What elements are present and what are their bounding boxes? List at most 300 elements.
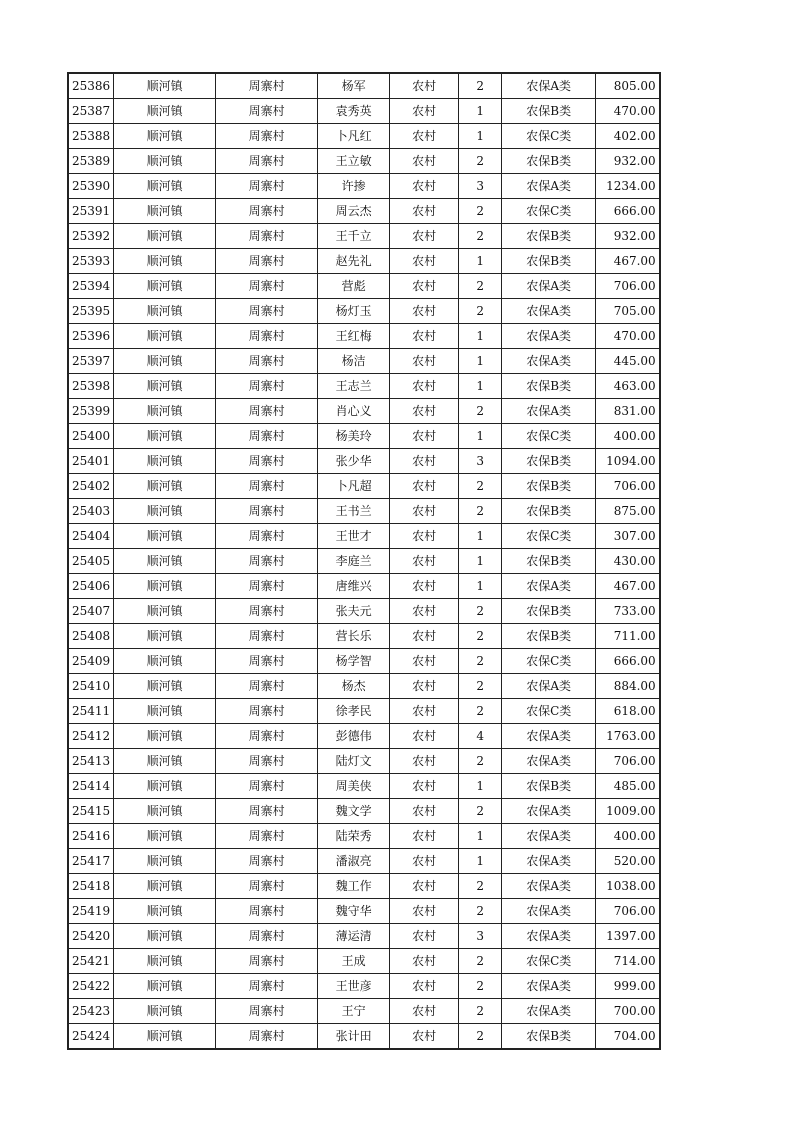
insurance-category-cell: 农保A类 <box>502 274 596 299</box>
table-row <box>68 324 660 349</box>
insurance-category-cell: 农保B类 <box>502 624 596 649</box>
town-cell: 顺河镇 <box>114 874 216 899</box>
name-cell: 杨军 <box>318 73 390 99</box>
name-cell: 周云杰 <box>318 199 390 224</box>
town-cell: 顺河镇 <box>114 324 216 349</box>
name-cell: 袁秀英 <box>318 99 390 124</box>
village-cell: 周寨村 <box>216 249 318 274</box>
insurance-category-cell: 农保B类 <box>502 599 596 624</box>
household-type-cell: 农村 <box>390 73 459 99</box>
record-id-cell: 25415 <box>68 799 114 824</box>
table-row <box>68 1024 660 1050</box>
village-cell: 周寨村 <box>216 774 318 799</box>
record-id-cell: 25396 <box>68 324 114 349</box>
member-count-cell: 2 <box>459 474 502 499</box>
amount-cell: 1094.00 <box>596 449 660 474</box>
household-type-cell: 农村 <box>390 599 459 624</box>
name-cell: 杨杰 <box>318 674 390 699</box>
household-type-cell: 农村 <box>390 199 459 224</box>
village-cell: 周寨村 <box>216 349 318 374</box>
record-id-cell: 25419 <box>68 899 114 924</box>
member-count-cell: 1 <box>459 99 502 124</box>
town-cell: 顺河镇 <box>114 174 216 199</box>
village-cell: 周寨村 <box>216 924 318 949</box>
name-cell: 魏文学 <box>318 799 390 824</box>
household-type-cell: 农村 <box>390 224 459 249</box>
town-cell: 顺河镇 <box>114 899 216 924</box>
record-id-cell: 25394 <box>68 274 114 299</box>
insurance-category-cell: 农保B类 <box>502 549 596 574</box>
household-type-cell: 农村 <box>390 99 459 124</box>
record-id-cell: 25403 <box>68 499 114 524</box>
village-cell: 周寨村 <box>216 549 318 574</box>
amount-cell: 400.00 <box>596 424 660 449</box>
table-row <box>68 549 660 574</box>
village-cell: 周寨村 <box>216 1024 318 1050</box>
village-cell: 周寨村 <box>216 674 318 699</box>
town-cell: 顺河镇 <box>114 149 216 174</box>
name-cell: 魏守华 <box>318 899 390 924</box>
record-id-cell: 25390 <box>68 174 114 199</box>
table-row <box>68 524 660 549</box>
member-count-cell: 3 <box>459 924 502 949</box>
household-type-cell: 农村 <box>390 999 459 1024</box>
name-cell: 肖心义 <box>318 399 390 424</box>
household-type-cell: 农村 <box>390 549 459 574</box>
record-id-cell: 25422 <box>68 974 114 999</box>
table-row <box>68 199 660 224</box>
insurance-category-cell: 农保A类 <box>502 824 596 849</box>
village-cell: 周寨村 <box>216 299 318 324</box>
table-row <box>68 349 660 374</box>
household-type-cell: 农村 <box>390 274 459 299</box>
household-type-cell: 农村 <box>390 249 459 274</box>
amount-cell: 430.00 <box>596 549 660 574</box>
member-count-cell: 2 <box>459 874 502 899</box>
record-id-cell: 25408 <box>68 624 114 649</box>
household-type-cell: 农村 <box>390 149 459 174</box>
insurance-category-cell: 农保C类 <box>502 649 596 674</box>
name-cell: 杨灯玉 <box>318 299 390 324</box>
town-cell: 顺河镇 <box>114 974 216 999</box>
member-count-cell: 2 <box>459 999 502 1024</box>
member-count-cell: 2 <box>459 974 502 999</box>
insurance-category-cell: 农保B类 <box>502 249 596 274</box>
name-cell: 彭德伟 <box>318 724 390 749</box>
member-count-cell: 2 <box>459 624 502 649</box>
table-row <box>68 374 660 399</box>
name-cell: 潘淑亮 <box>318 849 390 874</box>
amount-cell: 1009.00 <box>596 799 660 824</box>
member-count-cell: 2 <box>459 73 502 99</box>
town-cell: 顺河镇 <box>114 724 216 749</box>
table-body <box>68 73 660 1049</box>
amount-cell: 402.00 <box>596 124 660 149</box>
name-cell: 王志兰 <box>318 374 390 399</box>
amount-cell: 485.00 <box>596 774 660 799</box>
amount-cell: 704.00 <box>596 1024 660 1050</box>
member-count-cell: 4 <box>459 724 502 749</box>
insurance-category-cell: 农保B类 <box>502 774 596 799</box>
village-cell: 周寨村 <box>216 999 318 1024</box>
member-count-cell: 2 <box>459 499 502 524</box>
village-cell: 周寨村 <box>216 524 318 549</box>
village-cell: 周寨村 <box>216 824 318 849</box>
town-cell: 顺河镇 <box>114 374 216 399</box>
village-cell: 周寨村 <box>216 849 318 874</box>
town-cell: 顺河镇 <box>114 124 216 149</box>
record-id-cell: 25395 <box>68 299 114 324</box>
household-type-cell: 农村 <box>390 649 459 674</box>
member-count-cell: 1 <box>459 424 502 449</box>
household-type-cell: 农村 <box>390 374 459 399</box>
village-cell: 周寨村 <box>216 899 318 924</box>
member-count-cell: 2 <box>459 749 502 774</box>
member-count-cell: 2 <box>459 224 502 249</box>
record-id-cell: 25398 <box>68 374 114 399</box>
amount-cell: 706.00 <box>596 474 660 499</box>
amount-cell: 445.00 <box>596 349 660 374</box>
name-cell: 杨学智 <box>318 649 390 674</box>
table-row <box>68 649 660 674</box>
record-id-cell: 25412 <box>68 724 114 749</box>
insurance-category-cell: 农保B类 <box>502 474 596 499</box>
household-type-cell: 农村 <box>390 174 459 199</box>
record-id-cell: 25399 <box>68 399 114 424</box>
town-cell: 顺河镇 <box>114 799 216 824</box>
amount-cell: 706.00 <box>596 899 660 924</box>
town-cell: 顺河镇 <box>114 999 216 1024</box>
member-count-cell: 3 <box>459 174 502 199</box>
record-id-cell: 25388 <box>68 124 114 149</box>
insurance-category-cell: 农保B类 <box>502 99 596 124</box>
member-count-cell: 2 <box>459 149 502 174</box>
name-cell: 张计田 <box>318 1024 390 1050</box>
town-cell: 顺河镇 <box>114 274 216 299</box>
table-row <box>68 299 660 324</box>
town-cell: 顺河镇 <box>114 299 216 324</box>
member-count-cell: 1 <box>459 374 502 399</box>
town-cell: 顺河镇 <box>114 399 216 424</box>
amount-cell: 932.00 <box>596 149 660 174</box>
name-cell: 营长乐 <box>318 624 390 649</box>
record-id-cell: 25402 <box>68 474 114 499</box>
member-count-cell: 1 <box>459 574 502 599</box>
insurance-category-cell: 农保B类 <box>502 374 596 399</box>
household-type-cell: 农村 <box>390 799 459 824</box>
table-row <box>68 849 660 874</box>
amount-cell: 711.00 <box>596 624 660 649</box>
insurance-category-cell: 农保A类 <box>502 399 596 424</box>
table-row <box>68 924 660 949</box>
name-cell: 徐孝民 <box>318 699 390 724</box>
member-count-cell: 3 <box>459 449 502 474</box>
town-cell: 顺河镇 <box>114 524 216 549</box>
insurance-category-cell: 农保A类 <box>502 899 596 924</box>
town-cell: 顺河镇 <box>114 649 216 674</box>
insurance-category-cell: 农保A类 <box>502 799 596 824</box>
insurance-category-cell: 农保B类 <box>502 449 596 474</box>
name-cell: 王书兰 <box>318 499 390 524</box>
household-type-cell: 农村 <box>390 499 459 524</box>
table-row <box>68 599 660 624</box>
amount-cell: 700.00 <box>596 999 660 1024</box>
records-table <box>67 72 661 1050</box>
village-cell: 周寨村 <box>216 374 318 399</box>
household-type-cell: 农村 <box>390 924 459 949</box>
insurance-category-cell: 农保A类 <box>502 324 596 349</box>
member-count-cell: 2 <box>459 699 502 724</box>
record-id-cell: 25397 <box>68 349 114 374</box>
village-cell: 周寨村 <box>216 949 318 974</box>
insurance-category-cell: 农保A类 <box>502 999 596 1024</box>
amount-cell: 705.00 <box>596 299 660 324</box>
amount-cell: 467.00 <box>596 249 660 274</box>
record-id-cell: 25405 <box>68 549 114 574</box>
household-type-cell: 农村 <box>390 574 459 599</box>
village-cell: 周寨村 <box>216 874 318 899</box>
town-cell: 顺河镇 <box>114 549 216 574</box>
member-count-cell: 1 <box>459 549 502 574</box>
town-cell: 顺河镇 <box>114 424 216 449</box>
name-cell: 王成 <box>318 949 390 974</box>
town-cell: 顺河镇 <box>114 73 216 99</box>
town-cell: 顺河镇 <box>114 474 216 499</box>
amount-cell: 307.00 <box>596 524 660 549</box>
member-count-cell: 2 <box>459 599 502 624</box>
member-count-cell: 2 <box>459 399 502 424</box>
insurance-category-cell: 农保A类 <box>502 174 596 199</box>
insurance-category-cell: 农保C类 <box>502 424 596 449</box>
amount-cell: 714.00 <box>596 949 660 974</box>
insurance-category-cell: 农保B类 <box>502 224 596 249</box>
record-id-cell: 25417 <box>68 849 114 874</box>
insurance-category-cell: 农保A类 <box>502 349 596 374</box>
insurance-category-cell: 农保A类 <box>502 974 596 999</box>
record-id-cell: 25410 <box>68 674 114 699</box>
town-cell: 顺河镇 <box>114 99 216 124</box>
village-cell: 周寨村 <box>216 73 318 99</box>
village-cell: 周寨村 <box>216 174 318 199</box>
village-cell: 周寨村 <box>216 224 318 249</box>
town-cell: 顺河镇 <box>114 574 216 599</box>
member-count-cell: 1 <box>459 124 502 149</box>
table-row <box>68 799 660 824</box>
household-type-cell: 农村 <box>390 324 459 349</box>
member-count-cell: 1 <box>459 524 502 549</box>
insurance-category-cell: 农保C类 <box>502 524 596 549</box>
village-cell: 周寨村 <box>216 724 318 749</box>
record-id-cell: 25424 <box>68 1024 114 1050</box>
record-id-cell: 25414 <box>68 774 114 799</box>
insurance-category-cell: 农保C类 <box>502 199 596 224</box>
amount-cell: 831.00 <box>596 399 660 424</box>
member-count-cell: 2 <box>459 299 502 324</box>
name-cell: 杨洁 <box>318 349 390 374</box>
household-type-cell: 农村 <box>390 674 459 699</box>
insurance-category-cell: 农保B类 <box>502 1024 596 1050</box>
household-type-cell: 农村 <box>390 399 459 424</box>
table-row <box>68 99 660 124</box>
name-cell: 唐维兴 <box>318 574 390 599</box>
insurance-category-cell: 农保A类 <box>502 724 596 749</box>
village-cell: 周寨村 <box>216 424 318 449</box>
town-cell: 顺河镇 <box>114 849 216 874</box>
village-cell: 周寨村 <box>216 399 318 424</box>
household-type-cell: 农村 <box>390 974 459 999</box>
household-type-cell: 农村 <box>390 724 459 749</box>
name-cell: 李庭兰 <box>318 549 390 574</box>
household-type-cell: 农村 <box>390 699 459 724</box>
name-cell: 王立敏 <box>318 149 390 174</box>
record-id-cell: 25404 <box>68 524 114 549</box>
household-type-cell: 农村 <box>390 624 459 649</box>
record-id-cell: 25401 <box>68 449 114 474</box>
table-row <box>68 224 660 249</box>
name-cell: 张夫元 <box>318 599 390 624</box>
member-count-cell: 2 <box>459 899 502 924</box>
amount-cell: 1397.00 <box>596 924 660 949</box>
record-id-cell: 25389 <box>68 149 114 174</box>
table-row <box>68 724 660 749</box>
household-type-cell: 农村 <box>390 349 459 374</box>
household-type-cell: 农村 <box>390 474 459 499</box>
member-count-cell: 1 <box>459 249 502 274</box>
village-cell: 周寨村 <box>216 699 318 724</box>
name-cell: 周美侠 <box>318 774 390 799</box>
name-cell: 王世才 <box>318 524 390 549</box>
table-row <box>68 274 660 299</box>
member-count-cell: 1 <box>459 849 502 874</box>
record-id-cell: 25406 <box>68 574 114 599</box>
amount-cell: 932.00 <box>596 224 660 249</box>
table-row <box>68 774 660 799</box>
table-row <box>68 574 660 599</box>
name-cell: 卜凡红 <box>318 124 390 149</box>
household-type-cell: 农村 <box>390 1024 459 1050</box>
table-row <box>68 899 660 924</box>
table-row <box>68 149 660 174</box>
amount-cell: 1234.00 <box>596 174 660 199</box>
insurance-category-cell: 农保A类 <box>502 73 596 99</box>
table-row <box>68 824 660 849</box>
amount-cell: 467.00 <box>596 574 660 599</box>
town-cell: 顺河镇 <box>114 499 216 524</box>
table-row <box>68 999 660 1024</box>
insurance-category-cell: 农保A类 <box>502 299 596 324</box>
amount-cell: 618.00 <box>596 699 660 724</box>
household-type-cell: 农村 <box>390 899 459 924</box>
town-cell: 顺河镇 <box>114 699 216 724</box>
table-row <box>68 974 660 999</box>
record-id-cell: 25418 <box>68 874 114 899</box>
household-type-cell: 农村 <box>390 449 459 474</box>
amount-cell: 875.00 <box>596 499 660 524</box>
amount-cell: 1038.00 <box>596 874 660 899</box>
insurance-category-cell: 农保A类 <box>502 749 596 774</box>
amount-cell: 805.00 <box>596 73 660 99</box>
member-count-cell: 2 <box>459 674 502 699</box>
amount-cell: 470.00 <box>596 324 660 349</box>
name-cell: 王世彦 <box>318 974 390 999</box>
table-row <box>68 499 660 524</box>
household-type-cell: 农村 <box>390 749 459 774</box>
table-row <box>68 174 660 199</box>
amount-cell: 884.00 <box>596 674 660 699</box>
table-row <box>68 249 660 274</box>
town-cell: 顺河镇 <box>114 624 216 649</box>
table-row <box>68 73 660 99</box>
household-type-cell: 农村 <box>390 124 459 149</box>
insurance-category-cell: 农保C类 <box>502 699 596 724</box>
table-row <box>68 749 660 774</box>
member-count-cell: 2 <box>459 199 502 224</box>
town-cell: 顺河镇 <box>114 924 216 949</box>
table-row <box>68 674 660 699</box>
name-cell: 张少华 <box>318 449 390 474</box>
insurance-category-cell: 农保C类 <box>502 124 596 149</box>
town-cell: 顺河镇 <box>114 824 216 849</box>
village-cell: 周寨村 <box>216 124 318 149</box>
amount-cell: 520.00 <box>596 849 660 874</box>
insurance-category-cell: 农保A类 <box>502 849 596 874</box>
table-row <box>68 449 660 474</box>
town-cell: 顺河镇 <box>114 949 216 974</box>
town-cell: 顺河镇 <box>114 674 216 699</box>
table-row <box>68 699 660 724</box>
record-id-cell: 25409 <box>68 649 114 674</box>
name-cell: 王宁 <box>318 999 390 1024</box>
village-cell: 周寨村 <box>216 324 318 349</box>
village-cell: 周寨村 <box>216 624 318 649</box>
household-type-cell: 农村 <box>390 424 459 449</box>
table-row <box>68 474 660 499</box>
insurance-category-cell: 农保C类 <box>502 949 596 974</box>
record-id-cell: 25392 <box>68 224 114 249</box>
table-row <box>68 624 660 649</box>
name-cell: 王红梅 <box>318 324 390 349</box>
household-type-cell: 农村 <box>390 949 459 974</box>
amount-cell: 706.00 <box>596 749 660 774</box>
record-id-cell: 25393 <box>68 249 114 274</box>
member-count-cell: 2 <box>459 949 502 974</box>
name-cell: 魏工作 <box>318 874 390 899</box>
insurance-category-cell: 农保A类 <box>502 874 596 899</box>
village-cell: 周寨村 <box>216 149 318 174</box>
member-count-cell: 1 <box>459 824 502 849</box>
member-count-cell: 1 <box>459 349 502 374</box>
household-type-cell: 农村 <box>390 774 459 799</box>
record-id-cell: 25420 <box>68 924 114 949</box>
insurance-category-cell: 农保A类 <box>502 674 596 699</box>
amount-cell: 999.00 <box>596 974 660 999</box>
town-cell: 顺河镇 <box>114 199 216 224</box>
member-count-cell: 2 <box>459 799 502 824</box>
town-cell: 顺河镇 <box>114 349 216 374</box>
village-cell: 周寨村 <box>216 199 318 224</box>
town-cell: 顺河镇 <box>114 249 216 274</box>
village-cell: 周寨村 <box>216 574 318 599</box>
village-cell: 周寨村 <box>216 749 318 774</box>
record-id-cell: 25416 <box>68 824 114 849</box>
insurance-category-cell: 农保A类 <box>502 924 596 949</box>
name-cell: 薄运清 <box>318 924 390 949</box>
amount-cell: 706.00 <box>596 274 660 299</box>
amount-cell: 470.00 <box>596 99 660 124</box>
record-id-cell: 25421 <box>68 949 114 974</box>
record-id-cell: 25387 <box>68 99 114 124</box>
name-cell: 杨美玲 <box>318 424 390 449</box>
